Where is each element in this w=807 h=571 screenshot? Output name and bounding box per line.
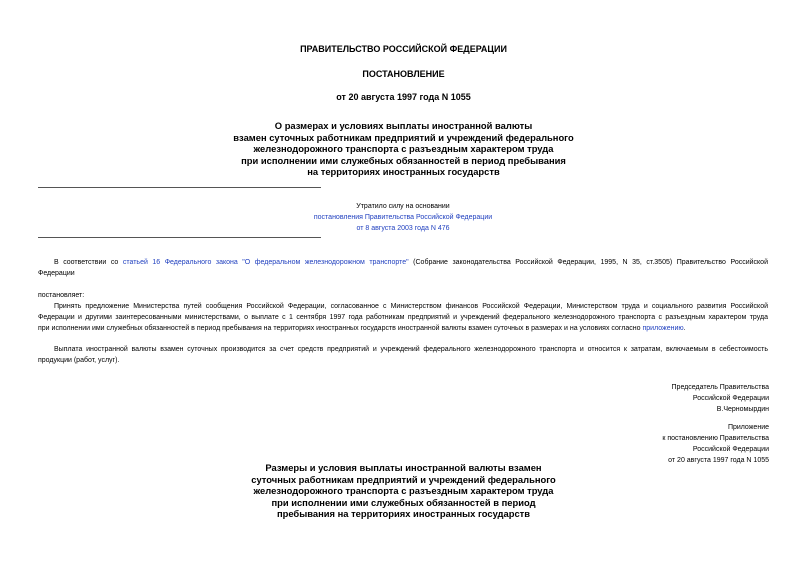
- appendix-ref-line: от 20 августа 1997 года N 1055: [668, 457, 769, 464]
- status-note: [38, 201, 768, 234]
- resolves-label: постановляет:: [38, 292, 85, 299]
- appendix-label: Приложение: [727, 424, 769, 431]
- text-line: Федерации и другими заинтересованными министерствами, о выплате с 1 сентября 1997 года работникам предприятий и учреждений федерального железнодорожного транспорта с разъездным характером труда: [38, 314, 768, 321]
- paragraph-funding: [38, 344, 768, 366]
- paragraph-decision: [38, 301, 768, 334]
- title-line: взамен суточных работникам предприятий и учреждений федерального: [233, 131, 574, 143]
- top-divider: [38, 187, 321, 188]
- appendix-title-line: Размеры и условия выплаты иностранной валюты взамен: [265, 462, 542, 473]
- text-line: Выплата иностранной валюты взамен суточных производится за счет средств предприятий и учреждений федерального железнодорожного транспорта и относится к затратам, включаемым в себестоимость: [54, 346, 768, 353]
- bottom-divider: [38, 237, 321, 238]
- appendix-ref-line: к постановлению Правительства: [662, 435, 769, 442]
- title-line: при исполнении ими служебных обязанностей в период пребывания: [241, 154, 566, 166]
- appendix-reference: [469, 422, 769, 466]
- appendix-ref-line: Российской Федерации: [692, 446, 769, 453]
- appendix-title-line: пребывания на территориях иностранных государств: [276, 508, 531, 520]
- status-note-link[interactable]: от 8 августа 2003 года N 476: [356, 225, 450, 232]
- text-line: В соответствии со статьей 16 Федерального закона "О федеральном железнодорожном транспорте" (Собрание законодательства Российской Федерации, 1995, N 35, ст.3505) Правительство Российской: [54, 259, 768, 266]
- text-line: при исполнении ими служебных обязанностей в период пребывания на территориях иностранных государств иностранной валюты взамен суточных в размерах и на условиях согласно приложению.: [38, 325, 686, 332]
- text-line: Принять предложение Министерства путей сообщения Российской Федерации, согласованное с Министерством финансов Российской Федерации, Министерством труда и социального развития Российской: [54, 303, 768, 310]
- paragraph-preamble: [38, 257, 768, 279]
- title-line: О размерах и условиях выплаты иностранной валюты: [274, 120, 533, 131]
- document-date-number: от 20 августа 1997 года N 1055: [336, 92, 471, 102]
- text-line: Федерации: [38, 270, 75, 277]
- appendix-title-line: железнодорожного транспорта с разъездным характером труда: [253, 485, 554, 497]
- document-type: ПОСТАНОВЛЕНИЕ: [362, 69, 445, 79]
- document-title: [0, 120, 807, 178]
- law-article-link[interactable]: статьей 16 Федерального закона "О федеральном железнодорожном транспорте": [122, 259, 409, 266]
- status-note-text: Утратило силу на основании: [356, 203, 450, 210]
- title-line: на территориях иностранных государств: [307, 166, 500, 178]
- signatory-title: Председатель Правительства: [671, 384, 769, 391]
- signature-block: [469, 382, 769, 415]
- appendix-title-line: суточных работникам предприятий и учреждений федерального: [251, 473, 556, 485]
- issuing-authority: ПРАВИТЕЛЬСТВО РОССИЙСКОЙ ФЕДЕРАЦИИ: [300, 44, 507, 54]
- title-line: железнодорожного транспорта с разъездным характером труда: [253, 143, 554, 155]
- appendix-title-line: при исполнении ими служебных обязанностей в период: [271, 496, 536, 508]
- appendix-link[interactable]: приложению: [642, 325, 684, 332]
- text-line: продукции (работ, услуг).: [38, 357, 120, 364]
- signatory-title: Российской Федерации: [692, 395, 769, 402]
- status-note-link[interactable]: постановления Правительства Российской Федерации: [313, 214, 493, 221]
- signatory-name: В.Черномырдин: [716, 406, 769, 413]
- appendix-title: [0, 462, 807, 520]
